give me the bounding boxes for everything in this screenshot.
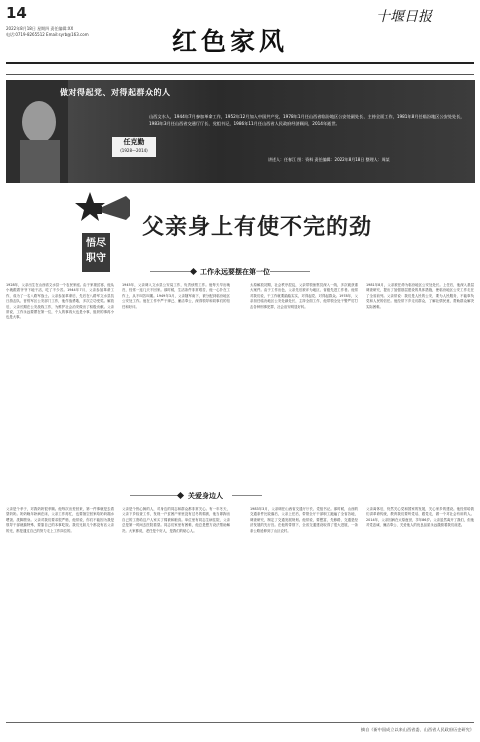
article-column: 父亲是个热心肠的人，对身边的同志和群众都非常关心。有一年冬天，父亲下乡检查工作，发现一户贫困户家里没有过冬的棉被，他当即掏出自己的工资给这户人家买了棉被和粮食。单位里有同志生病住院，父亲总是第一时间去医院看望。同志们家里有困难，他总是想方设法帮助解决。大家都说，老任是个好人，是我们的贴心人。 bbox=[122, 507, 230, 533]
subhead-1: 工作永远要摆在第一位 bbox=[200, 268, 270, 276]
banner-credit: 讲述人：任春江 图：资料 责任编辑：2022年8月18日 整理人：周某 bbox=[268, 157, 390, 162]
header-subrule bbox=[6, 74, 474, 75]
header-info bbox=[6, 26, 156, 38]
header-rule bbox=[6, 62, 474, 64]
page-number: 14 bbox=[6, 4, 27, 22]
article-column: 1983年3月，父亲调任山西省交通厅厅长、党组书记。那时候，山西的交通条件比较落后，父亲上任后，带领全厅干部职工跑遍了全省各地，调查研究，制定了交通发展规划。他常说，要想富，先修路，交通是经济发展的先行官。在他的带领下，全省交通建设取得了很大进展，一条条公路延伸到了山区农村。 bbox=[250, 507, 358, 533]
subhead-rule-left bbox=[150, 271, 190, 272]
footer-source-note: 摘自《新中国成立以来山西省委、山西省人民政府历史研究》 bbox=[360, 727, 474, 732]
article-column: 父亲是个孝子，对我奶奶很孝顺。他每次出差回来，第一件事就是去看望奶奶。奶奶晚年卧病在床，父亲工作再忙，也要抽空回家给奶奶端水喂饭、洗脚擦身。父亲对我们要求很严格，他常说，你们不能因为我是领导干部就搞特殊，要靠自己的本事吃饭。我们兄妹几个都没有沾父亲的光，都是通过自己的努力走上工作岗位的。 bbox=[6, 507, 114, 533]
column-tag bbox=[82, 233, 110, 272]
article-column: 1928年，父亲出生在山西省文水县一个农民家庭。由于家境贫寒，他从小就跟着爷爷下地干活，吃了不少苦。1944年7月，父亲参加革命工作，成为了一名八路军战士。父亲参加革命后，先后在八路军文水县抗日游击队、晋绥军区公安部门工作，他作战勇敢，多次立功受奖。解放后，父亲长期在公安战线工作，为维护社会治安做出了积极贡献。父亲常说，工作永远要摆在第一位，个人的事再大也是小事，组织的事再小也是大事。 bbox=[6, 283, 114, 320]
article-column: 太原解放初期，社会秩序混乱，父亲带领侦察员深入一线，多次破获重大案件。由于工作出色，父亲先后被评为地区、省级先进工作者。他常对我们说，干工作就要踏踏实实，对得起党、对得起群众。1978年，父亲担任临汾地区公安处副处长，主持全面工作，他带领全处干警严厉打击各种刑事犯罪，社会治安明显好转。 bbox=[250, 283, 358, 309]
banner-biography: 山西文水人，1944年7月参加革命工作，1952年12月加入中国共产党，1978年1月任山西省临汾地区公安处副处长、主持全面工作，1981年8月任临汾地区公安处处长，1983年3月任山西省交通厅厅长、党组书记，1986年11月任山西省人民政府经济顾问，2014年逝世。 bbox=[149, 114, 465, 126]
column-tag-line: 职守 bbox=[86, 253, 106, 264]
portrait-photo bbox=[6, 80, 68, 183]
subhead-diamond-icon bbox=[190, 268, 197, 275]
subhead-rule-right bbox=[270, 271, 310, 272]
article-column: 父亲离休后，仍然关心党和国家的发展，关心家乡的建设。他经常给我们讲革命传统，教育我们要听党话、跟党走，做一个对社会有用的人。2014年，父亲因病在太原逝世，享年86岁。父亲虽然离开了我们，但他对党忠诚、廉洁奉公、关爱他人的优良品质永远激励着我们前进。 bbox=[366, 507, 474, 528]
subhead-rule-right bbox=[232, 495, 262, 496]
subhead-rule-left bbox=[130, 495, 178, 496]
column-tag-line: 悟尽 bbox=[86, 238, 106, 249]
article-column: 1981年8月，父亲被任命为临汾地区公安处处长。上任后，他深入基层调查研究，提出了加强基层建设的具体措施，使临汾地区公安工作走在了全省前列。父亲常说：我们是人民的公安，要为人民服务，不能辜负党和人民的信任。他经常下乡走访群众，了解社情民意，帮助群众解决实际困难。 bbox=[366, 283, 474, 309]
article-headline: 父亲身上有使不完的劲 bbox=[142, 215, 373, 240]
subhead-diamond-icon bbox=[177, 492, 184, 499]
banner-quote: 做对得起党、对得起群众的人 bbox=[60, 88, 171, 97]
star-trumpet-icon bbox=[74, 190, 134, 230]
header-info-line: 电话:0719-8265512 Email:syrb@163.com bbox=[6, 32, 89, 37]
person-name: 任克勤 bbox=[123, 138, 145, 146]
article-column: 1945年，父亲调入文水县公安局工作，负责侦察工作。他每天早出晚归，经常一连几天不回家。那时候，生活条件非常艰苦，他一心扑在工作上，从不叫苦叫累。1949年3月，父亲随军南下，被分配到临汾地区公安处工作。他在工作中严于律己、廉洁奉公，深得领导和同事们的信任和好评。 bbox=[122, 283, 230, 309]
footer-rule bbox=[6, 722, 474, 723]
person-years: (1928—2014) bbox=[120, 148, 148, 153]
header-info-line: 2022年8月18日 星期四 责任编辑:XX bbox=[6, 26, 74, 31]
section-title: 红色家风 bbox=[171, 27, 288, 56]
newspaper-masthead: 十堰日报 bbox=[376, 9, 432, 25]
subhead-2: 关爱身边人 bbox=[188, 492, 223, 500]
